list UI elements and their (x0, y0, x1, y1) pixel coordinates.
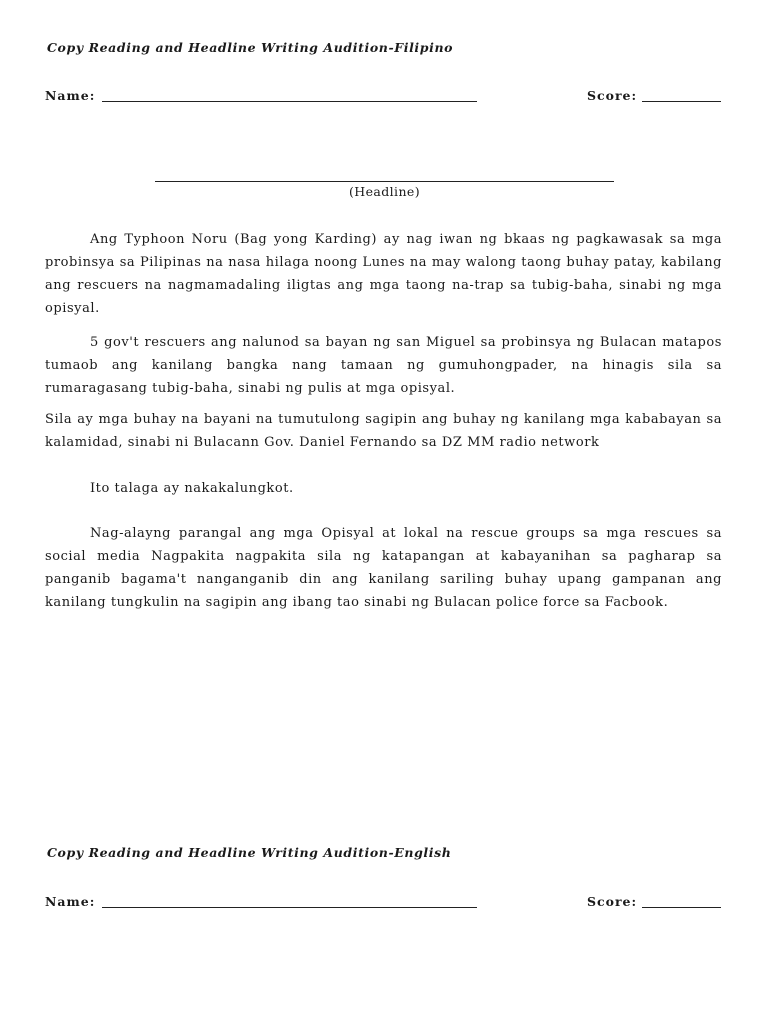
article-paragraph: Nag-alayng parangal ang mga Opisyal at lokal na rescue groups sa mga rescues sa social media Nagpakita nagpakita sila ng katapangan at kabayanihan sa pagharap sa panganib bagama't nanganganib din ang kanilang sariling buhay upang gampanan ang kanilang tungkulin na sagipin ang ibang tao sinabi ng Bulacan police force sa Facbook. (45, 526, 722, 610)
score-blank-line (642, 101, 721, 102)
name-label: Name: (45, 88, 96, 103)
article-paragraph: 5 gov't rescuers ang nalunod sa bayan ng san Miguel sa probinsya ng Bulacan matapos tumaob ang kanilang bangka nang tamaan ng gumuhongpader, na hinagis sila sa rumaragasang tubig-baha, sinabi ng pulis at mga opisyal. (45, 335, 722, 396)
name-blank-line (102, 101, 477, 102)
filipino-section-title: Copy Reading and Headline Writing Audition-Filipino (47, 40, 454, 55)
score-blank-line (642, 907, 721, 908)
score-label: Score: (587, 88, 638, 103)
article-paragraph: Sila ay mga buhay na bayani na tumutulong sagipin ang buhay ng kanilang mga kababayan sa kalamidad, sinabi ni Bulacann Gov. Daniel Fernando sa DZ MM radio network (45, 412, 722, 450)
english-section-title: Copy Reading and Headline Writing Audition-English (47, 845, 452, 860)
name-blank-line (102, 907, 477, 908)
name-label: Name: (45, 894, 96, 909)
filipino-name-score-row (45, 88, 723, 106)
article-paragraph: Ang Typhoon Noru (Bag yong Karding) ay nag iwan ng bkaas ng pagkawasak sa mga probinsya sa Pilipinas na nasa hilaga noong Lunes na may walong taong buhay patay, kabilang ang rescuers na nagmamadaling iligtas ang mga taong na-trap sa tubig-baha, sinabi ng mga opisyal. (45, 232, 722, 316)
score-label: Score: (587, 894, 638, 909)
article-body (45, 228, 722, 614)
article-paragraph: Ito talaga ay nakakalungkot. (90, 481, 294, 496)
headline-blank-line (155, 181, 614, 182)
english-name-score-row (45, 894, 723, 912)
headline-caption: (Headline) (349, 184, 420, 199)
